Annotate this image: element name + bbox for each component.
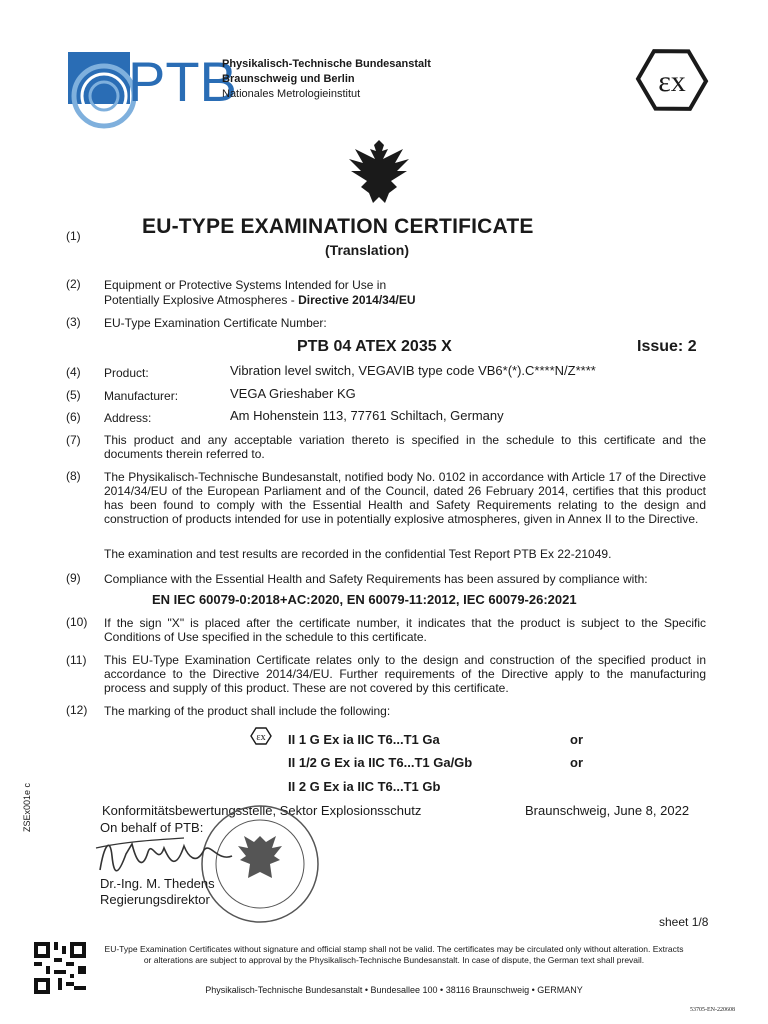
item-number-8: (8) xyxy=(66,469,81,483)
item-number-12: (12) xyxy=(66,703,88,717)
document-id: 53705-EN-220608 xyxy=(690,1007,735,1013)
manufacturer-value: VEGA Grieshaber KG xyxy=(230,386,356,401)
item-number-10: (10) xyxy=(66,615,88,629)
item-number-2: (2) xyxy=(66,277,81,291)
address-label: Address: xyxy=(104,411,152,425)
item-number-3: (3) xyxy=(66,315,81,329)
cert-number-label: EU-Type Examination Certificate Number: xyxy=(104,316,327,330)
place-date: Braunschweig, June 8, 2022 xyxy=(525,803,690,818)
product-value: Vibration level switch, VEGAVIB type code VB6*(*).C****N/Z**** xyxy=(230,363,596,378)
variation-text: This product and any acceptable variation thereto is specified in the schedule to this certificate and the documents therein referred to. xyxy=(104,433,706,461)
product-label: Product: xyxy=(104,366,149,380)
ex-hexagon-icon xyxy=(636,44,708,116)
footer-validity-note: EU-Type Examination Certificates without signature and official stamp shall not be valid. The certificates may be circulated only without alteration. Extracts or alterations are subject to approval by the Physikalisch-Technische Bundesanstalt. In case of dispute, the German text shall prevail. xyxy=(104,944,684,965)
certificate-title: EU-TYPE EXAMINATION CERTIFICATE xyxy=(142,215,534,238)
marking-intro: The marking of the product shall include the following: xyxy=(104,704,391,718)
equipment-atmospheres: Potentially Explosive Atmospheres - xyxy=(104,293,295,307)
sheet-number: sheet 1/8 xyxy=(659,915,709,929)
conformity-dept: Konformitätsbewertungsstelle, Sektor Explosionsschutz xyxy=(102,803,422,818)
marking-line1: II 1 G Ex ia IIC T6...T1 Ga xyxy=(288,732,440,747)
marking-or2: or xyxy=(570,755,583,770)
org-name-line2: Braunschweig und Berlin xyxy=(222,73,355,85)
scope-text: This EU-Type Examination Certificate relates only to the design and construction of the specified product in accordance to the Directive 2014/34/EU. Further requirements of the Directive apply to the manufacturing process and supply of this product. These are not covered by this certificate. xyxy=(104,653,706,695)
federal-eagle-icon xyxy=(334,136,424,208)
sign-x-text: If the sign "X" is placed after the certificate number, it indicates that the product is subject to the Specific Conditions of Use specified in the schedule to this certificate. xyxy=(104,616,706,644)
standards-list: EN IEC 60079-0:2018+AC:2020, EN 60079-11:2012, IEC 60079-26:2021 xyxy=(152,592,577,607)
certificate-subtitle: (Translation) xyxy=(325,242,410,258)
on-behalf-label: On behalf of PTB: xyxy=(100,820,204,835)
item-number-6: (6) xyxy=(66,410,81,424)
item-number-1: (1) xyxy=(66,229,81,243)
notified-body-text: The Physikalisch-Technische Bundesanstalt, notified body No. 0102 in accordance with Article 17 of the Directive 2014/34/EU of the European Parliament and of the Council, dated 26 February 2014, certifies that this product has been found to comply with the Essential Health and Safety Requirements relating to the design and construction of products intended for use in potentially explosive atmospheres, given in Annex II to the Directive. xyxy=(104,470,706,526)
equipment-line2 xyxy=(104,293,416,307)
handwritten-signature xyxy=(92,826,242,882)
issue-number: Issue: 2 xyxy=(637,338,697,355)
test-report-text: The examination and test results are recorded in the confidential Test Report PTB Ex 22-21049. xyxy=(104,547,612,561)
footer-address: Physikalisch-Technische Bundesanstalt • Bundesallee 100 • 38116 Braunschweig • GERMANY xyxy=(205,985,583,995)
item-number-9: (9) xyxy=(66,571,81,585)
equipment-line1: Equipment or Protective Systems Intended for Use in xyxy=(104,278,387,292)
signatory-name: Dr.-Ing. M. Thedens xyxy=(100,876,215,891)
side-form-code: ZSEx001e c xyxy=(22,782,32,832)
org-name-line1: Physikalisch-Technische Bundesanstalt xyxy=(222,58,431,70)
svg-text:εx: εx xyxy=(658,65,686,98)
ptb-logo-text: PTB xyxy=(128,50,237,113)
compliance-text: Compliance with the Essential Health and Safety Requirements has been assured by compliance with: xyxy=(104,572,648,586)
marking-or1: or xyxy=(570,732,583,747)
address-value: Am Hohenstein 113, 77761 Schiltach, Germany xyxy=(230,408,504,423)
manufacturer-label: Manufacturer: xyxy=(104,389,179,403)
marking-line3: II 2 G Ex ia IIC T6...T1 Gb xyxy=(288,779,441,794)
ex-marking-icon xyxy=(250,727,272,745)
ptb-logo xyxy=(68,50,237,113)
certificate-number: PTB 04 ATEX 2035 X xyxy=(297,338,452,355)
svg-text:εx: εx xyxy=(256,732,266,743)
signatory-role: Regierungsdirektor xyxy=(100,892,210,907)
marking-line2: II 1/2 G Ex ia IIC T6...T1 Ga/Gb xyxy=(288,755,473,770)
qr-code xyxy=(34,942,86,994)
org-name-line3: Nationales Metrologieinstitut xyxy=(222,88,361,100)
item-number-4: (4) xyxy=(66,365,81,379)
item-number-11: (11) xyxy=(66,653,87,667)
directive-ref: Directive 2014/34/EU xyxy=(298,293,416,307)
item-number-7: (7) xyxy=(66,433,81,447)
item-number-5: (5) xyxy=(66,388,81,402)
